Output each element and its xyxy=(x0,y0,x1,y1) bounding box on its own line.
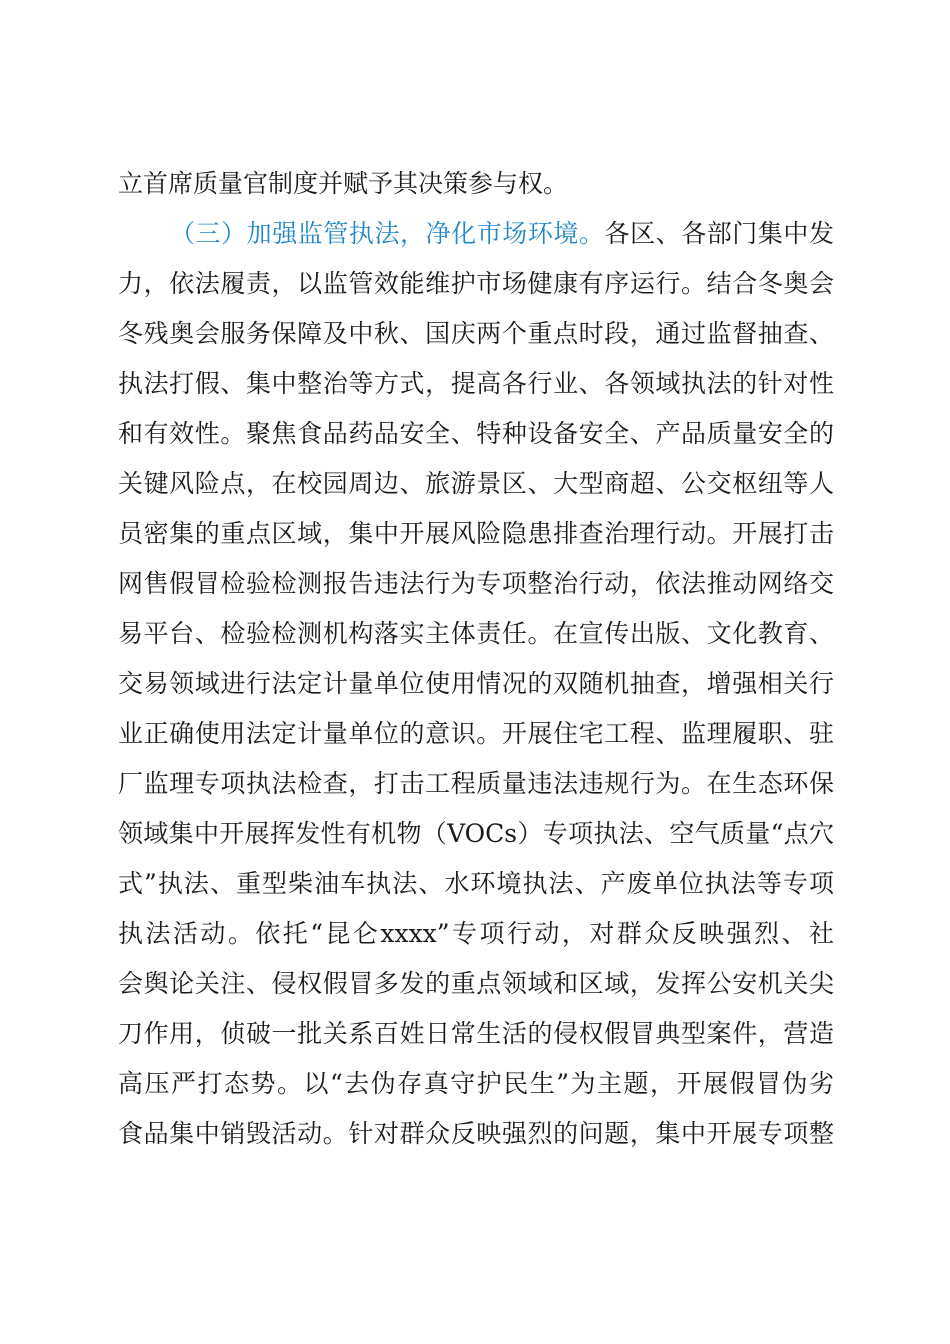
paragraph-line-11: 交易领域进行法定计量单位使用情况的双随机抽查，增强相关行 xyxy=(118,669,834,698)
section-heading: （三）加强监管执法，净化市场环境。 xyxy=(170,219,605,248)
paragraph-line-19: 高压严打态势。以“去伪存真守护民生”为主题，开展假冒伪劣 xyxy=(118,1069,834,1098)
paragraph-line-14: 领域集中开展挥发性有机物（VOCs）专项执法、空气质量“点穴 xyxy=(118,819,834,848)
paragraph-line-9: 网售假冒检验检测报告违法行为专项整治行动，依法推动网络交 xyxy=(118,569,834,598)
paragraph-line-12: 业正确使用法定计量单位的意识。开展住宅工程、监理履职、驻 xyxy=(118,719,834,748)
paragraph-line-10: 易平台、检验检测机构落实主体责任。在宣传出版、文化教育、 xyxy=(118,619,834,648)
paragraph-line-20: 食品集中销毁活动。针对群众反映强烈的问题，集中开展专项整 xyxy=(118,1119,834,1148)
paragraph-line-5: 执法打假、集中整治等方式，提高各行业、各领域执法的针对性 xyxy=(118,369,834,398)
paragraph-line-15: 式”执法、重型柴油车执法、水环境执法、产废单位执法等专项 xyxy=(118,869,834,898)
paragraph-line-8: 员密集的重点区域，集中开展风险隐患排查治理行动。开展打击 xyxy=(118,519,834,548)
section-heading-line xyxy=(170,214,834,254)
section-heading-continuation: 各区、各部门集中发 xyxy=(604,219,834,248)
paragraph-line-13: 厂监理专项执法检查，打击工程质量违法违规行为。在生态环保 xyxy=(118,769,834,798)
paragraph-line-6: 和有效性。聚焦食品药品安全、特种设备安全、产品质量安全的 xyxy=(118,419,834,448)
paragraph-line-18: 刀作用，侦破一批关系百姓日常生活的侵权假冒典型案件，营造 xyxy=(118,1019,834,1048)
paragraph-line-16: 执法活动。依托“昆仑xxxx”专项行动，对群众反映强烈、社 xyxy=(118,919,834,948)
paragraph-line-1: 立首席质量官制度并赋予其决策参与权。 xyxy=(118,169,569,198)
paragraph-line-3: 力，依法履责，以监管效能维护市场健康有序运行。结合冬奥会 xyxy=(118,269,834,298)
paragraph-line-17: 会舆论关注、侵权假冒多发的重点领域和区域，发挥公安机关尖 xyxy=(118,969,834,998)
paragraph-line-7: 关键风险点，在校园周边、旅游景区、大型商超、公交枢纽等人 xyxy=(118,469,834,498)
paragraph-line-4: 冬残奥会服务保障及中秋、国庆两个重点时段，通过监督抽查、 xyxy=(118,319,834,348)
